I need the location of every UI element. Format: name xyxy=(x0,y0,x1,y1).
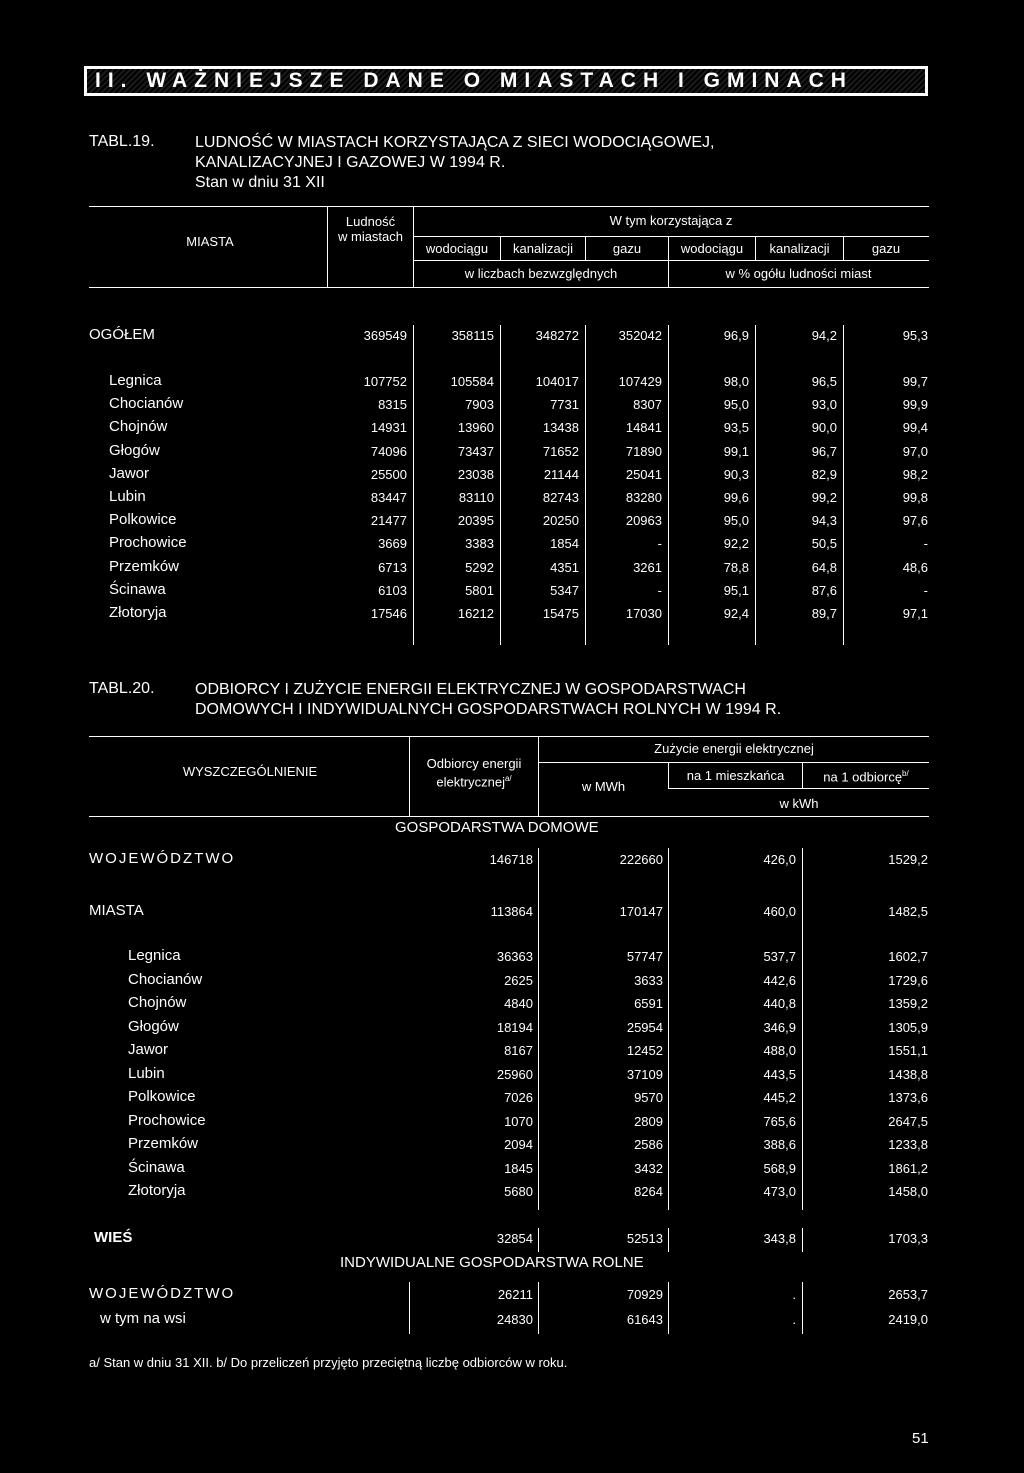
cell: 537,7 xyxy=(763,949,796,964)
cell: 2625 xyxy=(504,972,533,988)
row-name: Przemków xyxy=(109,557,180,575)
cell: 5347 xyxy=(550,582,579,598)
cell: 104017 xyxy=(535,374,579,389)
cell: - xyxy=(657,582,662,598)
cell: 2809 xyxy=(634,1113,663,1129)
row-name: Ścinawa xyxy=(109,580,166,598)
cell: 93,0 xyxy=(811,397,837,413)
table20-title-line1: ODBIORCY I ZUŻYCIE ENERGII ELEKTRYCZNEJ W GOSPODARSTWACH xyxy=(195,681,746,698)
cell: 61643 xyxy=(626,1312,663,1327)
row-name: Chocianów xyxy=(128,970,203,988)
cell: 1602,7 xyxy=(888,949,928,964)
cell: 99,1 xyxy=(723,443,749,459)
cell: 25954 xyxy=(626,1019,663,1035)
header-odbiorcy: Odbiorcy energii elektrycznej$^{a/}$ xyxy=(426,756,522,790)
header-miasta: MIASTA xyxy=(186,234,234,249)
cell: 94,3 xyxy=(811,513,837,529)
cell: - xyxy=(923,536,928,552)
header-pct: w % ogółu ludności miast xyxy=(725,266,872,281)
cell: 70929 xyxy=(626,1287,663,1302)
cell: 92,2 xyxy=(723,536,749,552)
cell: 343,8 xyxy=(763,1231,796,1246)
cell: 37109 xyxy=(626,1066,663,1082)
header-na-mieszkanca: na 1 mieszkańca xyxy=(686,768,785,783)
cell: 352042 xyxy=(618,328,662,343)
cell: 25500 xyxy=(370,466,407,482)
cell: 52513 xyxy=(626,1231,663,1246)
cell: 87,6 xyxy=(811,582,837,598)
cell: 95,0 xyxy=(723,397,749,413)
cell: 5292 xyxy=(465,559,494,575)
row-name: Głogów xyxy=(109,441,160,459)
header-group: W tym korzystająca z xyxy=(609,213,733,228)
cell: 14931 xyxy=(370,420,407,436)
cell: 2586 xyxy=(634,1137,663,1152)
cell: 21477 xyxy=(370,513,407,529)
table20-title xyxy=(195,680,781,720)
cell: 57747 xyxy=(626,949,663,964)
table19-number: TABL.19. xyxy=(89,133,155,150)
cell: . xyxy=(792,1287,796,1302)
table19-subtitle: Stan w dniu 31 XII xyxy=(195,174,325,191)
cell: 97,6 xyxy=(902,513,928,529)
cell: 2653,7 xyxy=(888,1287,928,1302)
row-name: Złotoryja xyxy=(109,604,167,621)
cell: 95,1 xyxy=(723,582,749,598)
table20-number: TABL.20. xyxy=(89,680,155,697)
row-name: Chojnów xyxy=(128,994,187,1011)
cell: 5680 xyxy=(504,1184,533,1199)
header-wyszczegolnienie: WYSZCZEGÓLNIENIE xyxy=(182,764,318,779)
cell: 13960 xyxy=(457,420,494,436)
section-banner xyxy=(84,66,928,96)
table19-title-line1: LUDNOŚĆ W MIASTACH KORZYSTAJĄCA Z SIECI WODOCIĄGOWEJ, xyxy=(195,134,715,151)
row-name: OGÓŁEM xyxy=(89,326,155,343)
row-name: Lubin xyxy=(128,1064,165,1082)
cell: 765,6 xyxy=(763,1113,796,1129)
row-name: WIEŚ xyxy=(94,1229,133,1246)
header-zuzycie: Zużycie energii elektrycznej xyxy=(654,741,814,756)
cell: 1703,3 xyxy=(888,1231,928,1246)
cell: 99,9 xyxy=(902,397,928,413)
cell: 442,6 xyxy=(763,972,796,988)
row-name: Chojnów xyxy=(109,418,168,436)
page-number: 51 xyxy=(912,1430,929,1447)
table19-title xyxy=(195,133,714,193)
header-col-6: gazu xyxy=(871,241,901,256)
cell: 369549 xyxy=(363,328,407,343)
cell: 473,0 xyxy=(763,1184,796,1199)
cell: 5801 xyxy=(465,582,494,598)
cell: 23038 xyxy=(457,466,494,482)
cell: 83280 xyxy=(625,490,662,505)
cell: 25041 xyxy=(625,466,662,482)
cell: 1482,5 xyxy=(888,904,928,919)
row-name: Polkowice xyxy=(128,1088,196,1105)
cell: . xyxy=(792,1312,796,1327)
cell: 25960 xyxy=(496,1066,533,1082)
cell: 146718 xyxy=(489,852,533,867)
cell: 9570 xyxy=(634,1090,663,1105)
cell: 358115 xyxy=(451,328,494,343)
cell: 26211 xyxy=(497,1287,533,1302)
cell: 346,9 xyxy=(763,1019,796,1035)
row-name: MIASTA xyxy=(89,902,144,919)
header-ludnosc: Ludność w miastach xyxy=(337,214,404,244)
header-col-5: kanalizacji xyxy=(769,241,830,256)
row-name: Jawor xyxy=(128,1041,169,1058)
section-gospodarstwa-rolne: INDYWIDUALNE GOSPODARSTWA ROLNE xyxy=(340,1254,644,1271)
cell: 3261 xyxy=(633,559,662,575)
cell: 1233,8 xyxy=(888,1137,928,1152)
cell: 95,3 xyxy=(902,328,928,343)
cell: 20963 xyxy=(625,513,662,529)
row-name: Prochowice xyxy=(109,534,187,552)
cell: 3633 xyxy=(634,972,663,988)
cell: 14841 xyxy=(625,420,662,436)
cell: 488,0 xyxy=(763,1043,796,1058)
cell: 113864 xyxy=(490,904,533,919)
row-name: Jawor xyxy=(109,464,150,482)
table20-title-line2: DOMOWYCH I INDYWIDUALNYCH GOSPODARSTWACH ROLNYCH W 1994 R. xyxy=(195,701,782,718)
cell: 82743 xyxy=(542,490,579,505)
cell: 71652 xyxy=(542,443,579,459)
cell: 95,0 xyxy=(723,513,749,529)
cell: 107752 xyxy=(363,374,407,389)
cell: 92,4 xyxy=(723,606,749,621)
cell: 99,4 xyxy=(902,420,928,436)
cell: 7731 xyxy=(550,397,579,413)
cell: 12452 xyxy=(626,1043,663,1058)
cell: 97,1 xyxy=(902,606,928,621)
cell: 4840 xyxy=(504,996,533,1011)
cell: 426,0 xyxy=(763,852,796,867)
cell: 20250 xyxy=(542,513,579,529)
cell: 1729,6 xyxy=(888,972,928,988)
cell: 20395 xyxy=(457,513,494,529)
cell: 1854 xyxy=(550,536,579,552)
row-name: Głogów xyxy=(128,1017,179,1035)
cell: 107429 xyxy=(618,374,662,389)
cell: 3383 xyxy=(465,536,494,552)
footnote: a/ Stan w dniu 31 XII. b/ Do przeliczeń przyjęto przeciętną liczbę odbiorców w roku. xyxy=(89,1355,568,1370)
row-name: Prochowice xyxy=(128,1111,206,1129)
row-name: Złotoryja xyxy=(128,1182,186,1199)
cell: 388,6 xyxy=(763,1137,796,1152)
cell: 73437 xyxy=(457,443,494,459)
cell: 21144 xyxy=(543,466,579,482)
row-name: Legnica xyxy=(128,947,181,964)
header-na-odbiorce: na 1 odbiorcę$^{b/}$ xyxy=(823,769,909,785)
cell: 17546 xyxy=(370,606,407,621)
cell: 8264 xyxy=(634,1184,663,1199)
cell: 7903 xyxy=(465,397,494,413)
cell: 440,8 xyxy=(763,996,796,1011)
cell: 83447 xyxy=(370,490,407,505)
cell: 98,0 xyxy=(723,374,749,389)
cell: 6713 xyxy=(378,559,407,575)
cell: 93,5 xyxy=(723,420,749,436)
cell: 48,6 xyxy=(902,559,928,575)
cell: 99,2 xyxy=(811,490,837,505)
cell: 2094 xyxy=(504,1137,533,1152)
cell: 6103 xyxy=(378,582,407,598)
cell: 16212 xyxy=(457,606,494,621)
cell: 78,8 xyxy=(723,559,749,575)
cell: 1070 xyxy=(504,1113,533,1129)
cell: 8167 xyxy=(504,1043,533,1058)
cell: 74096 xyxy=(370,443,407,459)
cell: 83110 xyxy=(458,490,494,505)
header-abs: w liczbach bezwzględnych xyxy=(464,266,618,281)
row-name: WOJEWÓDZTWO xyxy=(89,1285,236,1302)
cell: 3432 xyxy=(634,1160,663,1176)
row-name: Polkowice xyxy=(109,511,177,529)
cell: 13438 xyxy=(542,420,579,436)
cell: 4351 xyxy=(550,559,579,575)
cell: 97,0 xyxy=(902,443,928,459)
cell: 24830 xyxy=(496,1312,533,1327)
cell: 18194 xyxy=(496,1019,533,1035)
header-col-3: gazu xyxy=(612,241,642,256)
section-gospodarstwa-domowe: GOSPODARSTWA DOMOWE xyxy=(395,819,599,836)
cell: 105584 xyxy=(450,374,494,389)
cell: 7026 xyxy=(504,1090,533,1105)
cell: 445,2 xyxy=(763,1090,796,1105)
row-name: Legnica xyxy=(109,372,162,389)
cell: 2647,5 xyxy=(888,1113,928,1129)
cell: 1529,2 xyxy=(888,852,928,867)
header-kwh: w kWh xyxy=(779,796,819,811)
cell: 222660 xyxy=(619,852,663,867)
row-name: WOJEWÓDZTWO xyxy=(89,850,236,867)
cell: 90,0 xyxy=(811,420,837,436)
cell: 36363 xyxy=(496,949,533,964)
cell: 90,3 xyxy=(723,466,749,482)
cell: 15475 xyxy=(542,606,579,621)
header-mwh: w MWh xyxy=(581,779,626,794)
cell: 71890 xyxy=(625,443,662,459)
section-title: II. WAŻNIEJSZE DANE O MIASTACH I GMINACH xyxy=(95,69,853,92)
header-col-2: kanalizacji xyxy=(513,241,573,256)
header-col-4: wodociągu xyxy=(680,241,744,256)
header-col-1: wodociągu xyxy=(425,241,489,256)
cell: 568,9 xyxy=(763,1160,796,1176)
cell: - xyxy=(923,582,928,598)
cell: 98,2 xyxy=(902,466,928,482)
cell: 1845 xyxy=(504,1160,533,1176)
row-name: w tym na wsi xyxy=(100,1310,186,1327)
cell: 1458,0 xyxy=(888,1184,928,1199)
cell: 96,9 xyxy=(723,328,749,343)
cell: 94,2 xyxy=(811,328,837,343)
row-name: Chocianów xyxy=(109,395,184,413)
cell: 460,0 xyxy=(763,904,796,919)
cell: 99,7 xyxy=(902,374,928,389)
cell: 1373,6 xyxy=(888,1090,928,1105)
cell: 96,5 xyxy=(811,374,837,389)
cell: 96,7 xyxy=(811,443,837,459)
cell: 82,9 xyxy=(811,466,837,482)
cell: 1551,1 xyxy=(888,1043,928,1058)
cell: 348272 xyxy=(535,328,579,343)
cell: 443,5 xyxy=(763,1066,796,1082)
cell: 1861,2 xyxy=(888,1160,928,1176)
cell: 3669 xyxy=(378,536,407,552)
cell: 8307 xyxy=(633,397,662,413)
cell: 64,8 xyxy=(811,559,837,575)
cell: 99,6 xyxy=(723,490,749,505)
cell: 17030 xyxy=(625,606,662,621)
cell: 32854 xyxy=(496,1231,533,1246)
cell: 1438,8 xyxy=(888,1066,928,1082)
cell: 89,7 xyxy=(811,606,837,621)
cell: 2419,0 xyxy=(888,1312,928,1327)
cell: 1359,2 xyxy=(888,996,928,1011)
cell: 8315 xyxy=(378,397,407,413)
cell: 170147 xyxy=(619,904,663,919)
table19-title-line2: KANALIZACYJNEJ I GAZOWEJ W 1994 R. xyxy=(195,154,506,171)
cell: - xyxy=(657,536,662,552)
cell: 6591 xyxy=(634,996,663,1011)
cell: 50,5 xyxy=(811,536,837,552)
row-name: Ścinawa xyxy=(128,1158,185,1176)
cell: 1305,9 xyxy=(888,1019,928,1035)
row-name: Lubin xyxy=(109,488,146,505)
cell: 99,8 xyxy=(902,490,928,505)
row-name: Przemków xyxy=(128,1135,199,1152)
